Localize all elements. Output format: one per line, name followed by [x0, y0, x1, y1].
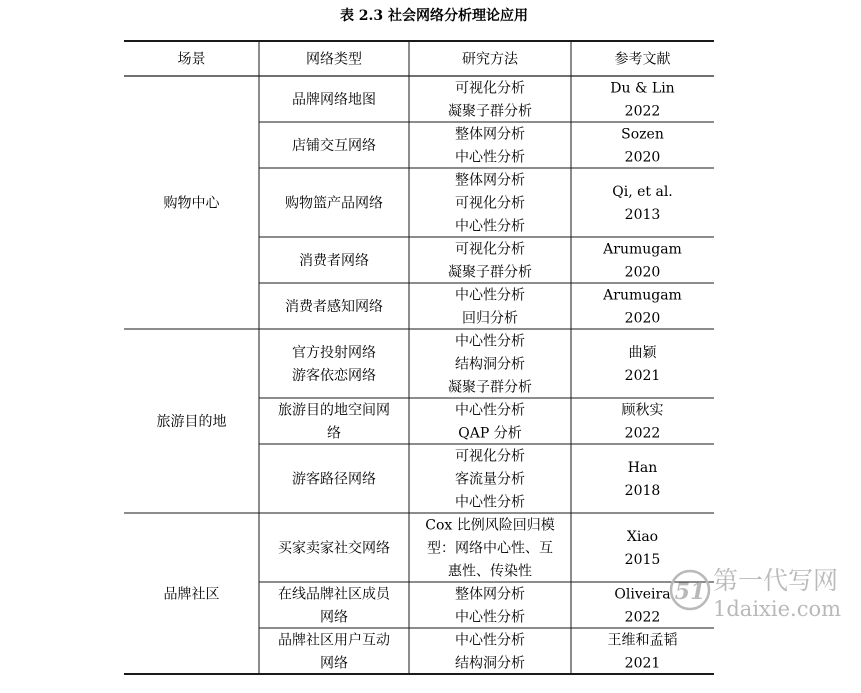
reference-text: 2015 — [624, 552, 661, 568]
watermark-logo-text: 51 — [674, 579, 706, 605]
network-type-text: 购物篮产品网络 — [285, 195, 383, 212]
scene-label: 品牌社区 — [163, 586, 220, 603]
network-type-text: 旅游目的地空间网 — [278, 402, 390, 419]
reference-text: Du & Lin — [610, 80, 675, 97]
method-text: 回归分析 — [462, 310, 518, 327]
network-type-text: 买家卖家社交网络 — [278, 540, 390, 557]
method-text: 凝聚子群分析 — [448, 379, 532, 396]
method-text: QAP 分析 — [458, 425, 522, 442]
reference-text: 2020 — [624, 264, 661, 281]
network-type-text: 品牌社区用户互动 — [278, 632, 390, 649]
reference-text: 2022 — [624, 609, 661, 626]
reference-text: 曲颖 — [628, 345, 657, 361]
method-text: 凝聚子群分析 — [448, 103, 532, 120]
watermark-url: 1daixie.com — [713, 597, 842, 621]
reference-text: 2020 — [624, 149, 661, 166]
method-text: 中心性分析 — [455, 218, 525, 235]
method-text: 可视化分析 — [455, 195, 525, 212]
method-text: 中心性分析 — [455, 402, 525, 419]
data-table — [124, 41, 714, 674]
scene-label: 旅游目的地 — [156, 414, 227, 430]
network-type-text: 店铺交互网络 — [292, 138, 376, 154]
method-text: 结构洞分析 — [455, 655, 525, 672]
reference-text: Arumugam — [603, 287, 682, 304]
network-type-text: 消费者网络 — [299, 253, 369, 269]
reference-text: Han — [627, 460, 658, 476]
table-title: 表 2.3 社会网络分析理论应用 — [339, 8, 529, 24]
network-type-text: 品牌网络地图 — [292, 92, 376, 108]
method-text: Cox 比例风险回归模 — [425, 517, 555, 534]
method-text: 凝聚子群分析 — [448, 264, 532, 281]
network-type-text: 网络 — [320, 609, 348, 626]
method-text: 惠性、传染性 — [448, 563, 532, 580]
method-text: 型：网络中心性、互 — [427, 540, 553, 557]
reference-text: 2013 — [624, 207, 661, 223]
method-text: 可视化分析 — [455, 80, 525, 97]
method-text: 客流量分析 — [455, 471, 525, 488]
network-type-text: 官方投射网络 — [292, 345, 376, 361]
method-text: 中心性分析 — [455, 287, 525, 304]
header-network-type: 网络类型 — [306, 51, 362, 68]
method-text: 整体网分析 — [455, 172, 525, 189]
method-text: 中心性分析 — [455, 609, 525, 626]
method-text: 整体网分析 — [455, 586, 525, 603]
network-type-text: 消费者感知网络 — [285, 299, 383, 315]
method-text: 中心性分析 — [455, 333, 525, 350]
reference-text: 2022 — [624, 103, 661, 120]
reference-text: Sozen — [621, 126, 664, 143]
reference-text: Arumugam — [603, 241, 682, 258]
reference-text: 王维和孟韬 — [607, 632, 678, 649]
reference-text: 2018 — [624, 483, 661, 499]
header-scene: 场景 — [177, 51, 206, 68]
network-type-text: 游客依恋网络 — [292, 368, 376, 384]
reference-text: Xiao — [626, 529, 659, 545]
reference-text: Qi, et al. — [612, 184, 673, 200]
method-text: 可视化分析 — [455, 448, 525, 465]
method-text: 中心性分析 — [455, 632, 525, 649]
method-text: 结构洞分析 — [455, 356, 525, 373]
method-text: 中心性分析 — [455, 494, 525, 511]
reference-text: 2021 — [624, 655, 661, 672]
network-type-text: 网络 — [320, 655, 348, 672]
header-method: 研究方法 — [462, 51, 518, 68]
reference-text: 顾秋实 — [621, 402, 664, 419]
reference-text: Oliveira — [614, 586, 671, 603]
scene-label: 购物中心 — [163, 195, 220, 212]
watermark-logo — [671, 566, 841, 621]
method-text: 中心性分析 — [455, 149, 525, 166]
network-type-text: 络 — [327, 425, 341, 442]
reference-text: 2021 — [624, 368, 661, 384]
method-text: 整体网分析 — [455, 126, 525, 143]
method-text: 可视化分析 — [455, 241, 525, 258]
header-reference: 参考文献 — [614, 51, 671, 68]
network-type-text: 游客路径网络 — [292, 471, 376, 488]
watermark-name: 第一代写网 — [713, 566, 839, 595]
reference-text: 2020 — [624, 310, 661, 327]
network-type-text: 在线品牌社区成员 — [278, 586, 390, 603]
reference-text: 2022 — [624, 425, 661, 442]
